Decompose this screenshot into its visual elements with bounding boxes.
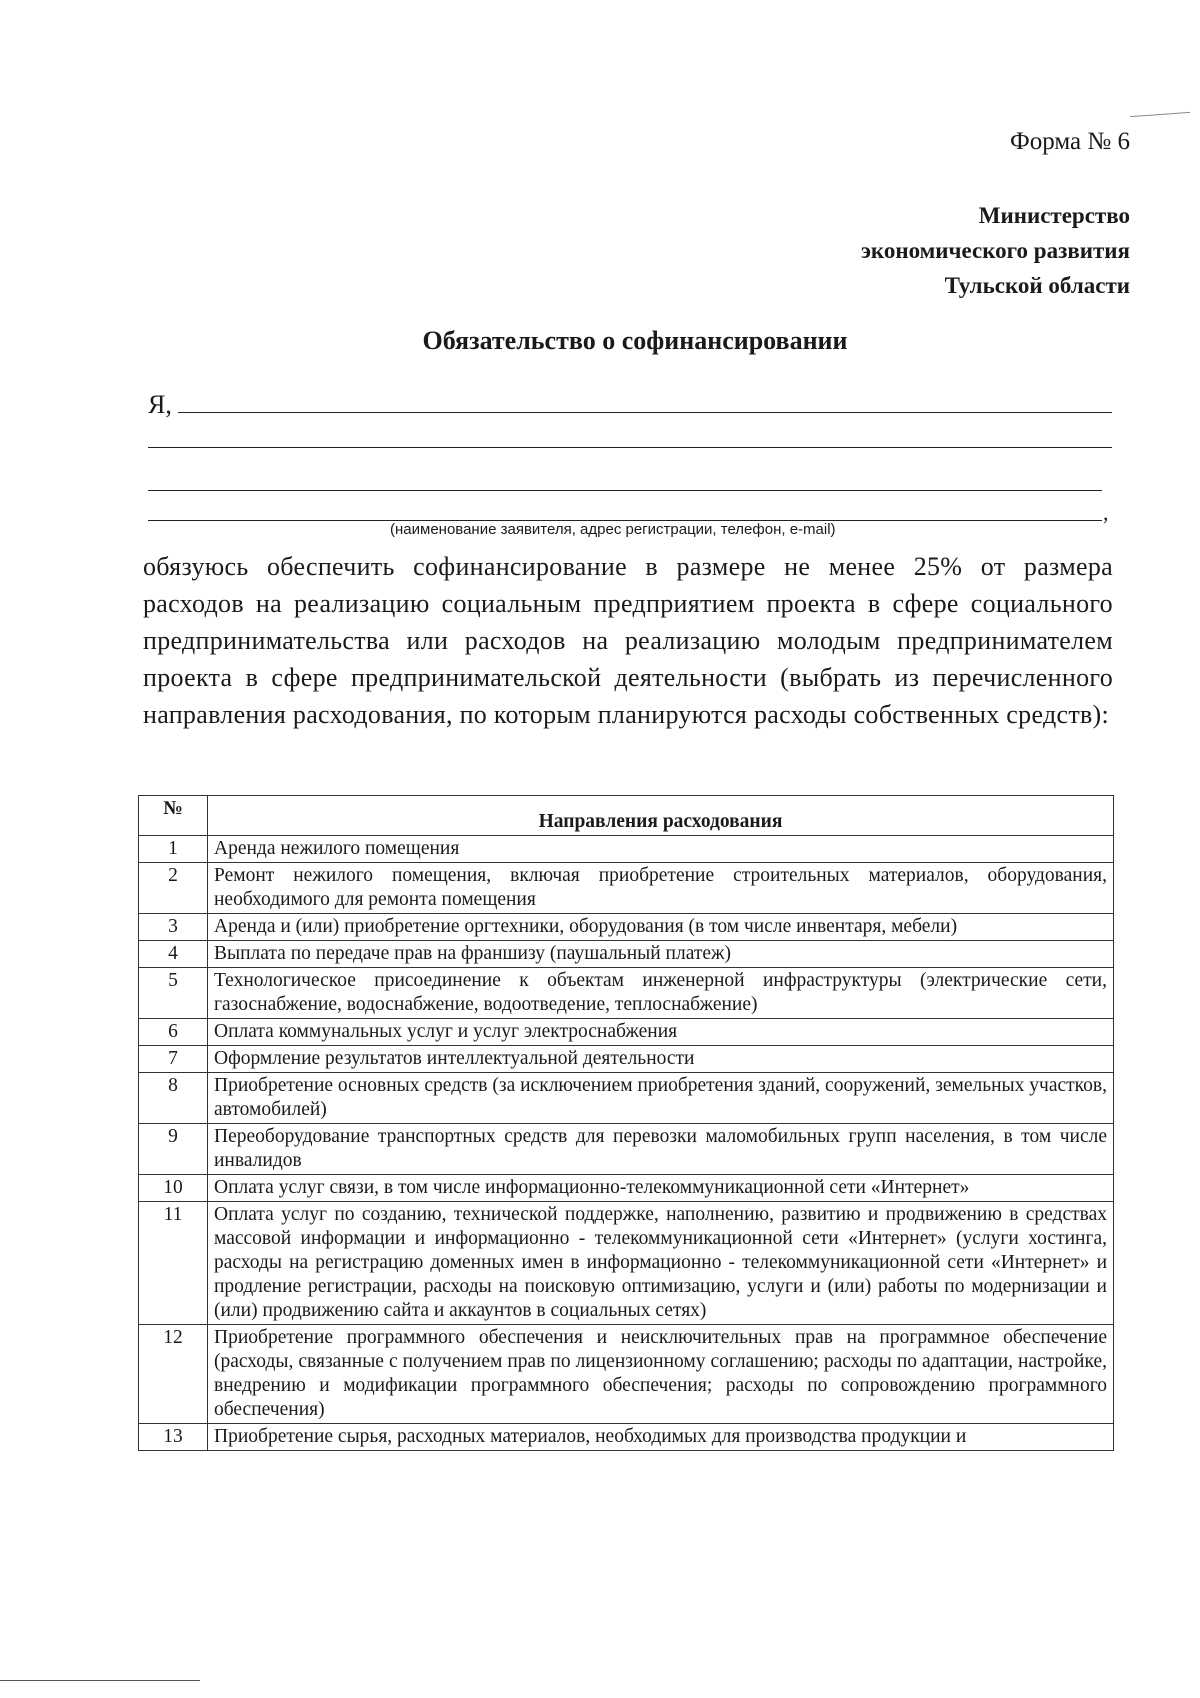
table-row [139, 1202, 1114, 1325]
ministry-line: Министерство [978, 203, 1130, 228]
table-row [139, 1073, 1114, 1124]
row-direction: Технологическое присоединение к объектам инженерной инфраструктуры (электрические сети, газоснабжение, водоснабжение, водоотведение, теплоснабжение) [208, 968, 1114, 1019]
table-row [139, 1019, 1114, 1046]
row-number: 5 [139, 968, 208, 1019]
row-direction: Оформление результатов интеллектуальной деятельности [208, 1046, 1114, 1073]
table-row [139, 914, 1114, 941]
table-row [139, 1424, 1114, 1451]
row-number: 3 [139, 914, 208, 941]
table-row [139, 1124, 1114, 1175]
row-direction: Переоборудование транспортных средств для перевозки маломобильных групп населения, в том числе инвалидов [208, 1124, 1114, 1175]
column-header-direction: Направления расходования [208, 796, 1114, 836]
ministry-line: экономического развития [860, 238, 1130, 263]
row-direction: Приобретение сырья, расходных материалов, необходимых для производства продукции и [208, 1424, 1114, 1451]
row-direction: Аренда нежилого помещения [208, 836, 1114, 863]
table-row [139, 1325, 1114, 1424]
fill-in-line-1[interactable] [178, 412, 1112, 413]
table-row [139, 863, 1114, 914]
row-number: 1 [139, 836, 208, 863]
row-direction: Оплата услуг связи, в том числе информационно-телекоммуникационной сети «Интернет» [208, 1175, 1114, 1202]
row-direction: Приобретение программного обеспечения и неисключительных прав на программное обеспечение (расходы, связанные с получением прав по лицензионному соглашению; расходы по адаптации, настройке, внедрению и модификации программного обеспечения; расходы по сопровождению программного обеспечения) [208, 1325, 1114, 1424]
table-row [139, 1175, 1114, 1202]
fill-in-prefix: Я, [148, 390, 172, 419]
row-number: 2 [139, 863, 208, 914]
row-number: 12 [139, 1325, 208, 1424]
form-number: Форма № 6 [1010, 128, 1130, 155]
fill-in-hint: (наименование заявителя, адрес регистрации, телефон, e-mail) [390, 521, 836, 538]
row-number: 9 [139, 1124, 208, 1175]
table-row [139, 836, 1114, 863]
fill-in-line-2[interactable] [148, 447, 1112, 448]
row-direction: Выплата по передаче прав на франшизу (паушальный платеж) [208, 941, 1114, 968]
row-number: 6 [139, 1019, 208, 1046]
row-direction: Оплата коммунальных услуг и услуг электроснабжения [208, 1019, 1114, 1046]
fill-in-line-3[interactable] [148, 490, 1102, 491]
row-number: 10 [139, 1175, 208, 1202]
column-header-number: № [139, 796, 208, 836]
table-row [139, 941, 1114, 968]
row-direction: Аренда и (или) приобретение оргтехники, оборудования (в том числе инвентаря, мебели) [208, 914, 1114, 941]
row-direction: Ремонт нежилого помещения, включая приобретение строительных материалов, оборудования, необходимого для ремонта помещения [208, 863, 1114, 914]
table-header-row [139, 796, 1114, 836]
document-title: Обязательство о софинансировании [422, 326, 848, 355]
row-number: 4 [139, 941, 208, 968]
trailing-comma: , [1103, 500, 1109, 525]
row-number: 7 [139, 1046, 208, 1073]
row-direction: Приобретение основных средств (за исключением приобретения зданий, сооружений, земельных участков, автомобилей) [208, 1073, 1114, 1124]
row-number: 8 [139, 1073, 208, 1124]
expense-directions-table [138, 795, 1114, 1451]
margin-mark [1130, 112, 1190, 117]
commitment-text: обязуюсь обеспечить софинансирование в размере не менее 25% от размера расходов на реализацию социальным предприятием проекта в сфере социального предпринимательства или расходов на реализацию молодым предпринимателем проекта в сфере предпринимательской деятельности (выбрать из перечисленного направления расходования, по которым планируются расходы собственных средств): [143, 552, 1113, 729]
table-row [139, 968, 1114, 1019]
footer-line [0, 1680, 200, 1681]
table-row [139, 1046, 1114, 1073]
ministry-line: Тульской области [944, 273, 1130, 298]
row-direction: Оплата услуг по созданию, технической поддержке, наполнению, развитию и продвижению в средствах массовой информации и информационно - телекоммуникационной сети «Интернет» (услуги хостинга, расходы на регистрацию доменных имен в информационно - телекоммуникационной сети «Интернет» и продление регистрации, расходы на поисковую оптимизацию, услуги и (или) работы по модернизации и (или) продвижению сайта и аккаунтов в социальных сетях) [208, 1202, 1114, 1325]
ministry-block [861, 198, 1130, 303]
row-number: 13 [139, 1424, 208, 1451]
row-number: 11 [139, 1202, 208, 1325]
